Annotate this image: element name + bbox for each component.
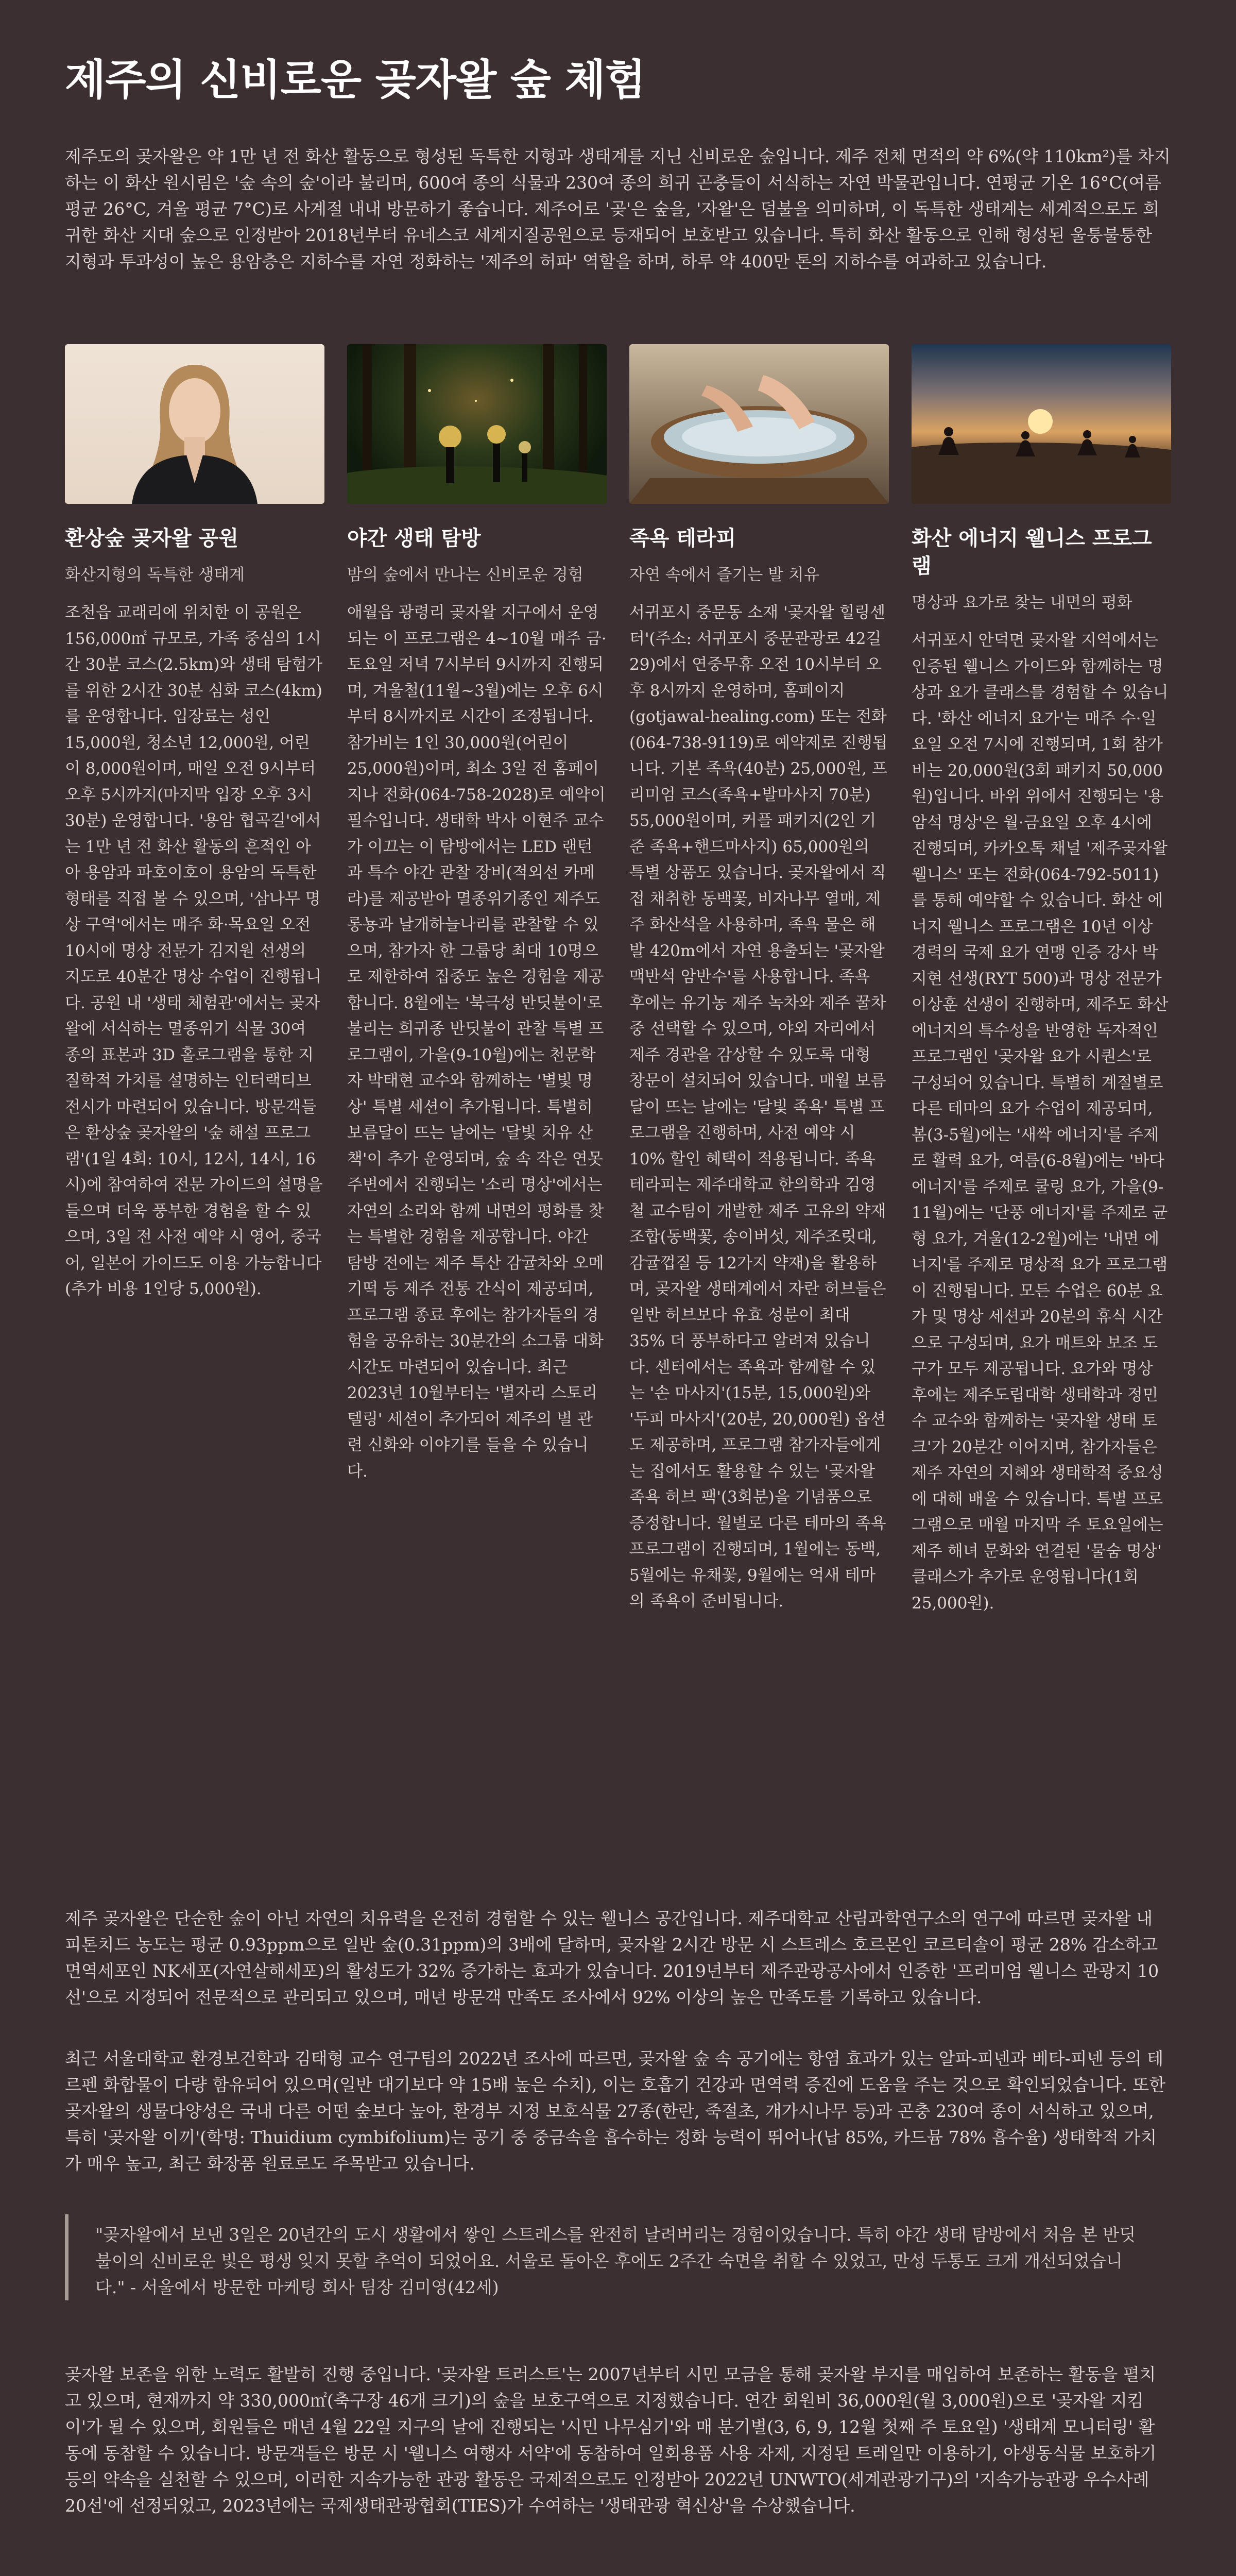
card-volcano-wellness [912, 344, 1171, 1616]
card-body: 조천읍 교래리에 위치한 이 공원은 156,000㎡ 규모로, 가족 중심의 1시간 30분 코스(2.5km)와 생태 탐험가를 위한 2시간 30분 심화 코스(4km)를 운영합니다. 입장료는 성인 15,000원, 청소년 12,000원, 어린이 8,000원이며, 매일 오전 9시부터 오후 5시까지(마지막 입장 오후 3시 30분) 운영합니다. '용암 협곡길'에서는 1만 년 전 화산 활동의 흔적인 아아 용암과 파호이호이 용암의 독특한 형태를 직접 볼 수 있으며, '삼나무 명상 구역'에서는 매주 화·목요일 오전 10시에 명상 전문가 김지원 선생의 지도로 40분간 명상 수업이 진행됩니다. 공원 내 '생태 체험관'에서는 곶자왈에 서식하는 멸종위기 식물 30여 종의 표본과 3D 홀로그램을 통한 지질학적 가치를 설명하는 인터랙티브 전시가 마련되어 있습니다. 방문객들은 환상숲 곶자왈의 '숲 해설 프로그램'(1일 4회: 10시, 12시, 14시, 16시)에 참여하여 전문 가이드의 설명을 들으며 더욱 풍부한 경험을 할 수 있으며, 3일 전 사전 예약 시 영어, 중국어, 일본어 가이드도 이용 가능합니다(추가 비용 1인당 5,000원). [65, 603, 323, 1298]
card-title: 화산 에너지 웰니스 프로그램 [912, 527, 1152, 578]
card-foot-bath [629, 344, 889, 1615]
night-forest-image [347, 344, 607, 504]
card-subtitle: 명상과 요가로 찾는 내면의 평화 [912, 594, 1132, 612]
quote-text: "곶자왈에서 보낸 3일은 20년간의 도시 생활에서 쌓인 스트레스를 완전히 날려버리는 경험이었습니다. 특히 야간 생태 탐방에서 처음 본 반딧불이의 신비로운 빛은 평생 잊지 못할 추억이 되었어요. 서울로 돌아온 후에도 2주간 숙면을 취할 수 있었고, 만성 두통도 크게 개선되었습니다." - 서울에서 방문한 마케팅 회사 팀장 김미영(42세) [95, 2225, 1136, 2297]
meditation-sunset-image [912, 344, 1171, 504]
card-subtitle: 자연 속에서 즐기는 발 치유 [629, 566, 819, 584]
card-body: 애월읍 광령리 곶자왈 지구에서 운영되는 이 프로그램은 4~10월 매주 금·토요일 저녁 7시부터 9시까지 진행되며, 겨울철(11월~3월)에는 오후 6시부터 8시까지로 시간이 조정됩니다. 참가비는 1인 30,000원(어린이 25,000원)이며, 최소 3일 전 홈페이지나 전화(064-758-2028)로 예약이 필수입니다. 생태학 박사 이현주 교수가 이끄는 이 탐방에서는 LED 랜턴과 특수 야간 관찰 장비(적외선 카메라)를 제공받아 멸종위기종인 제주도롱뇽과 날개하늘나리를 관찰할 수 있으며, 참가자 한 그룹당 최대 10명으로 제한하여 집중도 높은 경험을 제공합니다. 8월에는 '북극성 반딧불이'로 불리는 희귀종 반딧불이 관찰 특별 프로그램이, 가을(9-10월)에는 천문학자 박태현 교수와 함께하는 '별빛 명상' 특별 세션이 추가됩니다. 특별히 보름달이 뜨는 날에는 '달빛 치유 산책'이 추가 운영되며, 숲 속 작은 연못 주변에서 진행되는 '소리 명상'에서는 자연의 소리와 함께 내면의 평화를 찾는 특별한 경험을 제공합니다. 야간 탐방 전에는 제주 특산 감귤차와 오메기떡 등 제주 전통 간식이 제공되며, 프로그램 종료 후에는 참가자들의 경험을 공유하는 30분간의 소그룹 대화 시간도 마련되어 있습니다. 최근 2023년 10월부터는 '별자리 스토리텔링' 세션이 추가되어 제주의 별 관련 신화와 이야기를 들을 수 있습니다. [347, 603, 607, 1481]
card-night-tour [347, 344, 607, 1484]
paragraph-wellness-research: 제주 곶자왈은 단순한 숲이 아닌 자연의 치유력을 온전히 경험할 수 있는 웰니스 공간입니다. 제주대학교 산림과학연구소의 연구에 따르면 곶자왈 내 피톤치드 농도는 평균 0.93ppm으로 일반 숲(0.31ppm)의 3배에 달하며, 곶자왈 2시간 방문 시 스트레스 호르몬인 코르티솔이 평균 28% 감소하고 면역세포인 NK세포(자연살해세포)의 활성도가 32% 증가하는 효과가 있습니다. 2019년부터 제주관광공사에서 인증한 '프리미엄 웰니스 관광지 10선'으로 지정되어 전문적으로 관리되고 있으며, 매년 방문객 만족도 조사에서 92% 이상의 높은 만족도를 기록하고 있습니다. [65, 1908, 1159, 2007]
card-title: 환상숲 곶자왈 공원 [65, 527, 238, 550]
testimonial-quote [65, 2214, 1171, 2300]
portrait-image [65, 344, 324, 504]
card-subtitle: 화산지형의 독특한 생태계 [65, 566, 245, 584]
card-hwansang-forest [65, 344, 324, 1302]
card-body: 서귀포시 중문동 소재 '곶자왈 힐링센터'(주소: 서귀포시 중문관광로 42길 29)에서 연중무휴 오전 10시부터 오후 8시까지 운영하며, 홈페이지(gotjawal-healing.com) 또는 전화(064-738-9119)로 예약제로 진행됩니다. 기본 족욕(40분) 25,000원, 프리미엄 코스(족욕+발마사지 70분) 55,000원이며, 커플 패키지(2인 기준 족욕+핸드마사지) 65,000원의 특별 상품도 있습니다. 곶자왈에서 직접 채취한 동백꽃, 비자나무 열매, 제주 화산석을 사용하며, 족욕 물은 해발 420m에서 자연 용출되는 '곶자왈 맥반석 암반수'를 사용합니다. 족욕 후에는 유기농 제주 녹차와 제주 꿀차 중 선택할 수 있으며, 야외 자리에서 제주 경관을 감상할 수 있도록 대형 창문이 설치되어 있습니다. 매월 보름달이 뜨는 날에는 '달빛 족욕' 특별 프로그램을 진행하며, 사전 예약 시 10% 할인 혜택이 적용됩니다. 족욕 테라피는 제주대학교 한의학과 김영철 교수팀이 개발한 제주 고유의 약재 조합(동백꽃, 송이버섯, 제주조릿대, 감귤껍질 등 12가지 약재)을 활용하며, 곶자왈 생태계에서 자란 허브들은 일반 허브보다 유효 성분이 최대 35% 더 풍부하다고 알려져 있습니다. 센터에서는 족욕과 함께할 수 있는 '손 마사지'(15분, 15,000원)와 '두피 마사지'(20분, 20,000원) 옵션도 제공하며, 프로그램 참가자들에게는 집에서도 활용할 수 있는 '곶자왈 족욕 허브 팩'(3회분)을 기념품으로 증정합니다. 월별로 다른 테마의 족욕 프로그램이 진행되며, 1월에는 동백, 5월에는 유채꽃, 9월에는 억새 테마의 족욕이 준비됩니다. [629, 603, 888, 1611]
card-body: 서귀포시 안덕면 곶자왈 지역에서는 인증된 웰니스 가이드와 함께하는 명상과 요가 클래스를 경험할 수 있습니다. '화산 에너지 요가'는 매주 수·일요일 오전 7시에 진행되며, 1회 참가비는 20,000원(3회 패키지 50,000원)입니다. 바위 위에서 진행되는 '용암석 명상'은 월·금요일 오후 4시에 진행되며, 카카오톡 채널 '제주곶자왈웰니스' 또는 전화(064-792-5011)를 통해 예약할 수 있습니다. 화산 에너지 웰니스 프로그램은 10년 이상 경력의 국제 요가 연맹 인증 강사 박지현 선생(RYT 500)과 명상 전문가 이상훈 선생이 진행하며, 제주도 화산 에너지의 특수성을 반영한 독자적인 프로그램인 '곶자왈 요가 시퀀스'로 구성되어 있습니다. 특별히 계절별로 다른 테마의 요가 수업이 제공되며, 봄(3-5월)에는 '새싹 에너지'를 주제로 활력 요가, 여름(6-8월)에는 '바다 에너지'를 주제로 쿨링 요가, 가을(9-11월)에는 '단풍 에너지'를 주제로 균형 요가, 겨울(12-2월)에는 '내면 에너지'를 주제로 명상적 요가 프로그램이 진행됩니다. 모든 수업은 60분 요가 및 명상 세션과 20분의 휴식 시간으로 구성되며, 요가 매트와 보조 도구가 모두 제공됩니다. 요가와 명상 후에는 제주도립대학 생태학과 정민수 교수와 함께하는 '곶자왈 생태 토크'가 20분간 이어지며, 참가자들은 제주 자연의 지혜와 생태학적 중요성에 대해 배울 수 있습니다. 특별 프로그램으로 매월 마지막 주 토요일에는 제주 해녀 문화와 연결된 '물숨 명상' 클래스가 추가로 운영됩니다(1회 25,000원). [912, 631, 1169, 1613]
intro-paragraph: 제주도의 곶자왈은 약 1만 년 전 화산 활동으로 형성된 독특한 지형과 생태계를 지닌 신비로운 숲입니다. 제주 전체 면적의 약 6%(약 110km²)를 차지하는 이 화산 원시림은 '숲 속의 숲'이라 불리며, 600여 종의 식물과 230여 종의 희귀 곤충들이 서식하는 자연 박물관입니다. 연평균 기온 16°C(여름 평균 26°C, 겨울 평균 7°C)로 사계절 내내 방문하기 좋습니다. 제주어로 '곶'은 숲을, '자왈'은 덤불을 의미하며, 이 독특한 생태계는 세계적으로도 희귀한 화산 지대 숲으로 인정받아 2018년부터 유네스코 세계지질공원으로 등재되어 보호받고 있습니다. 특히 화산 활동으로 인해 형성된 울퉁불퉁한 지형과 투과성이 높은 용암층은 지하수를 자연 정화하는 '제주의 허파' 역할을 하며, 하루 약 400만 톤의 지하수를 여과하고 있습니다. [65, 146, 1171, 272]
card-title: 족욕 테라피 [629, 527, 736, 550]
card-title: 야간 생태 탐방 [347, 527, 481, 550]
page-title: 제주의 신비로운 곶자왈 숲 체험 [65, 56, 645, 105]
card-subtitle: 밤의 숲에서 만나는 신비로운 경험 [347, 566, 583, 584]
foot-bath-image [629, 344, 889, 504]
paragraph-air-quality: 최근 서울대학교 환경보건학과 김태형 교수 연구팀의 2022년 조사에 따르면, 곶자왈 숲 속 공기에는 항염 효과가 있는 알파-피넨과 베타-피넨 등의 테르펜 화합물이 다량 함유되어 있으며(일반 대기보다 약 15배 높은 수치), 이는 호흡기 건강과 면역력 증진에 도움을 주는 것으로 확인되었습니다. 또한 곶자왈의 생물다양성은 국내 다른 어떤 숲보다 높아, 환경부 지정 보호식물 27종(한란, 죽절초, 개가시나무 등)과 곤충 230여 종이 서식하고 있으며, 특히 '곶자왈 이끼'(학명: Thuidium cymbifolium)는 공기 중 중금속을 흡수하는 정화 능력이 뛰어나(납 85%, 카드뮴 78% 흡수율) 생태학적 가치가 매우 높고, 최근 화장품 원료로도 주목받고 있습니다. [65, 2048, 1165, 2174]
paragraph-conservation: 곶자왈 보존을 위한 노력도 활발히 진행 중입니다. '곶자왈 트러스트'는 2007년부터 시민 모금을 통해 곶자왈 부지를 매입하여 보존하는 활동을 펼치고 있으며, 현재까지 약 330,000㎡(축구장 46개 크기)의 숲을 보호구역으로 지정했습니다. 연간 회원비 36,000원(월 3,000원)으로 '곶자왈 지킴이'가 될 수 있으며, 회원들은 매년 4월 22일 지구의 날에 진행되는 '시민 나무심기'와 매 분기별(3, 6, 9, 12월 첫째 주 토요일) '생태계 모니터링' 활동에 동참할 수 있습니다. 방문객들은 방문 시 '웰니스 여행자 서약'에 동참하여 일회용품 사용 자제, 지정된 트레일만 이용하기, 야생동식물 보호하기 등의 약속을 실천할 수 있으며, 이러한 지속가능한 관광 활동은 국제적으로도 인정받아 2022년 UNWTO(세계관광기구)의 '지속가능관광 우수사례 20선'에 선정되었고, 2023년에는 국제생태관광협회(TIES)가 수여하는 '생태관광 혁신상'을 수상했습니다. [65, 2364, 1157, 2516]
